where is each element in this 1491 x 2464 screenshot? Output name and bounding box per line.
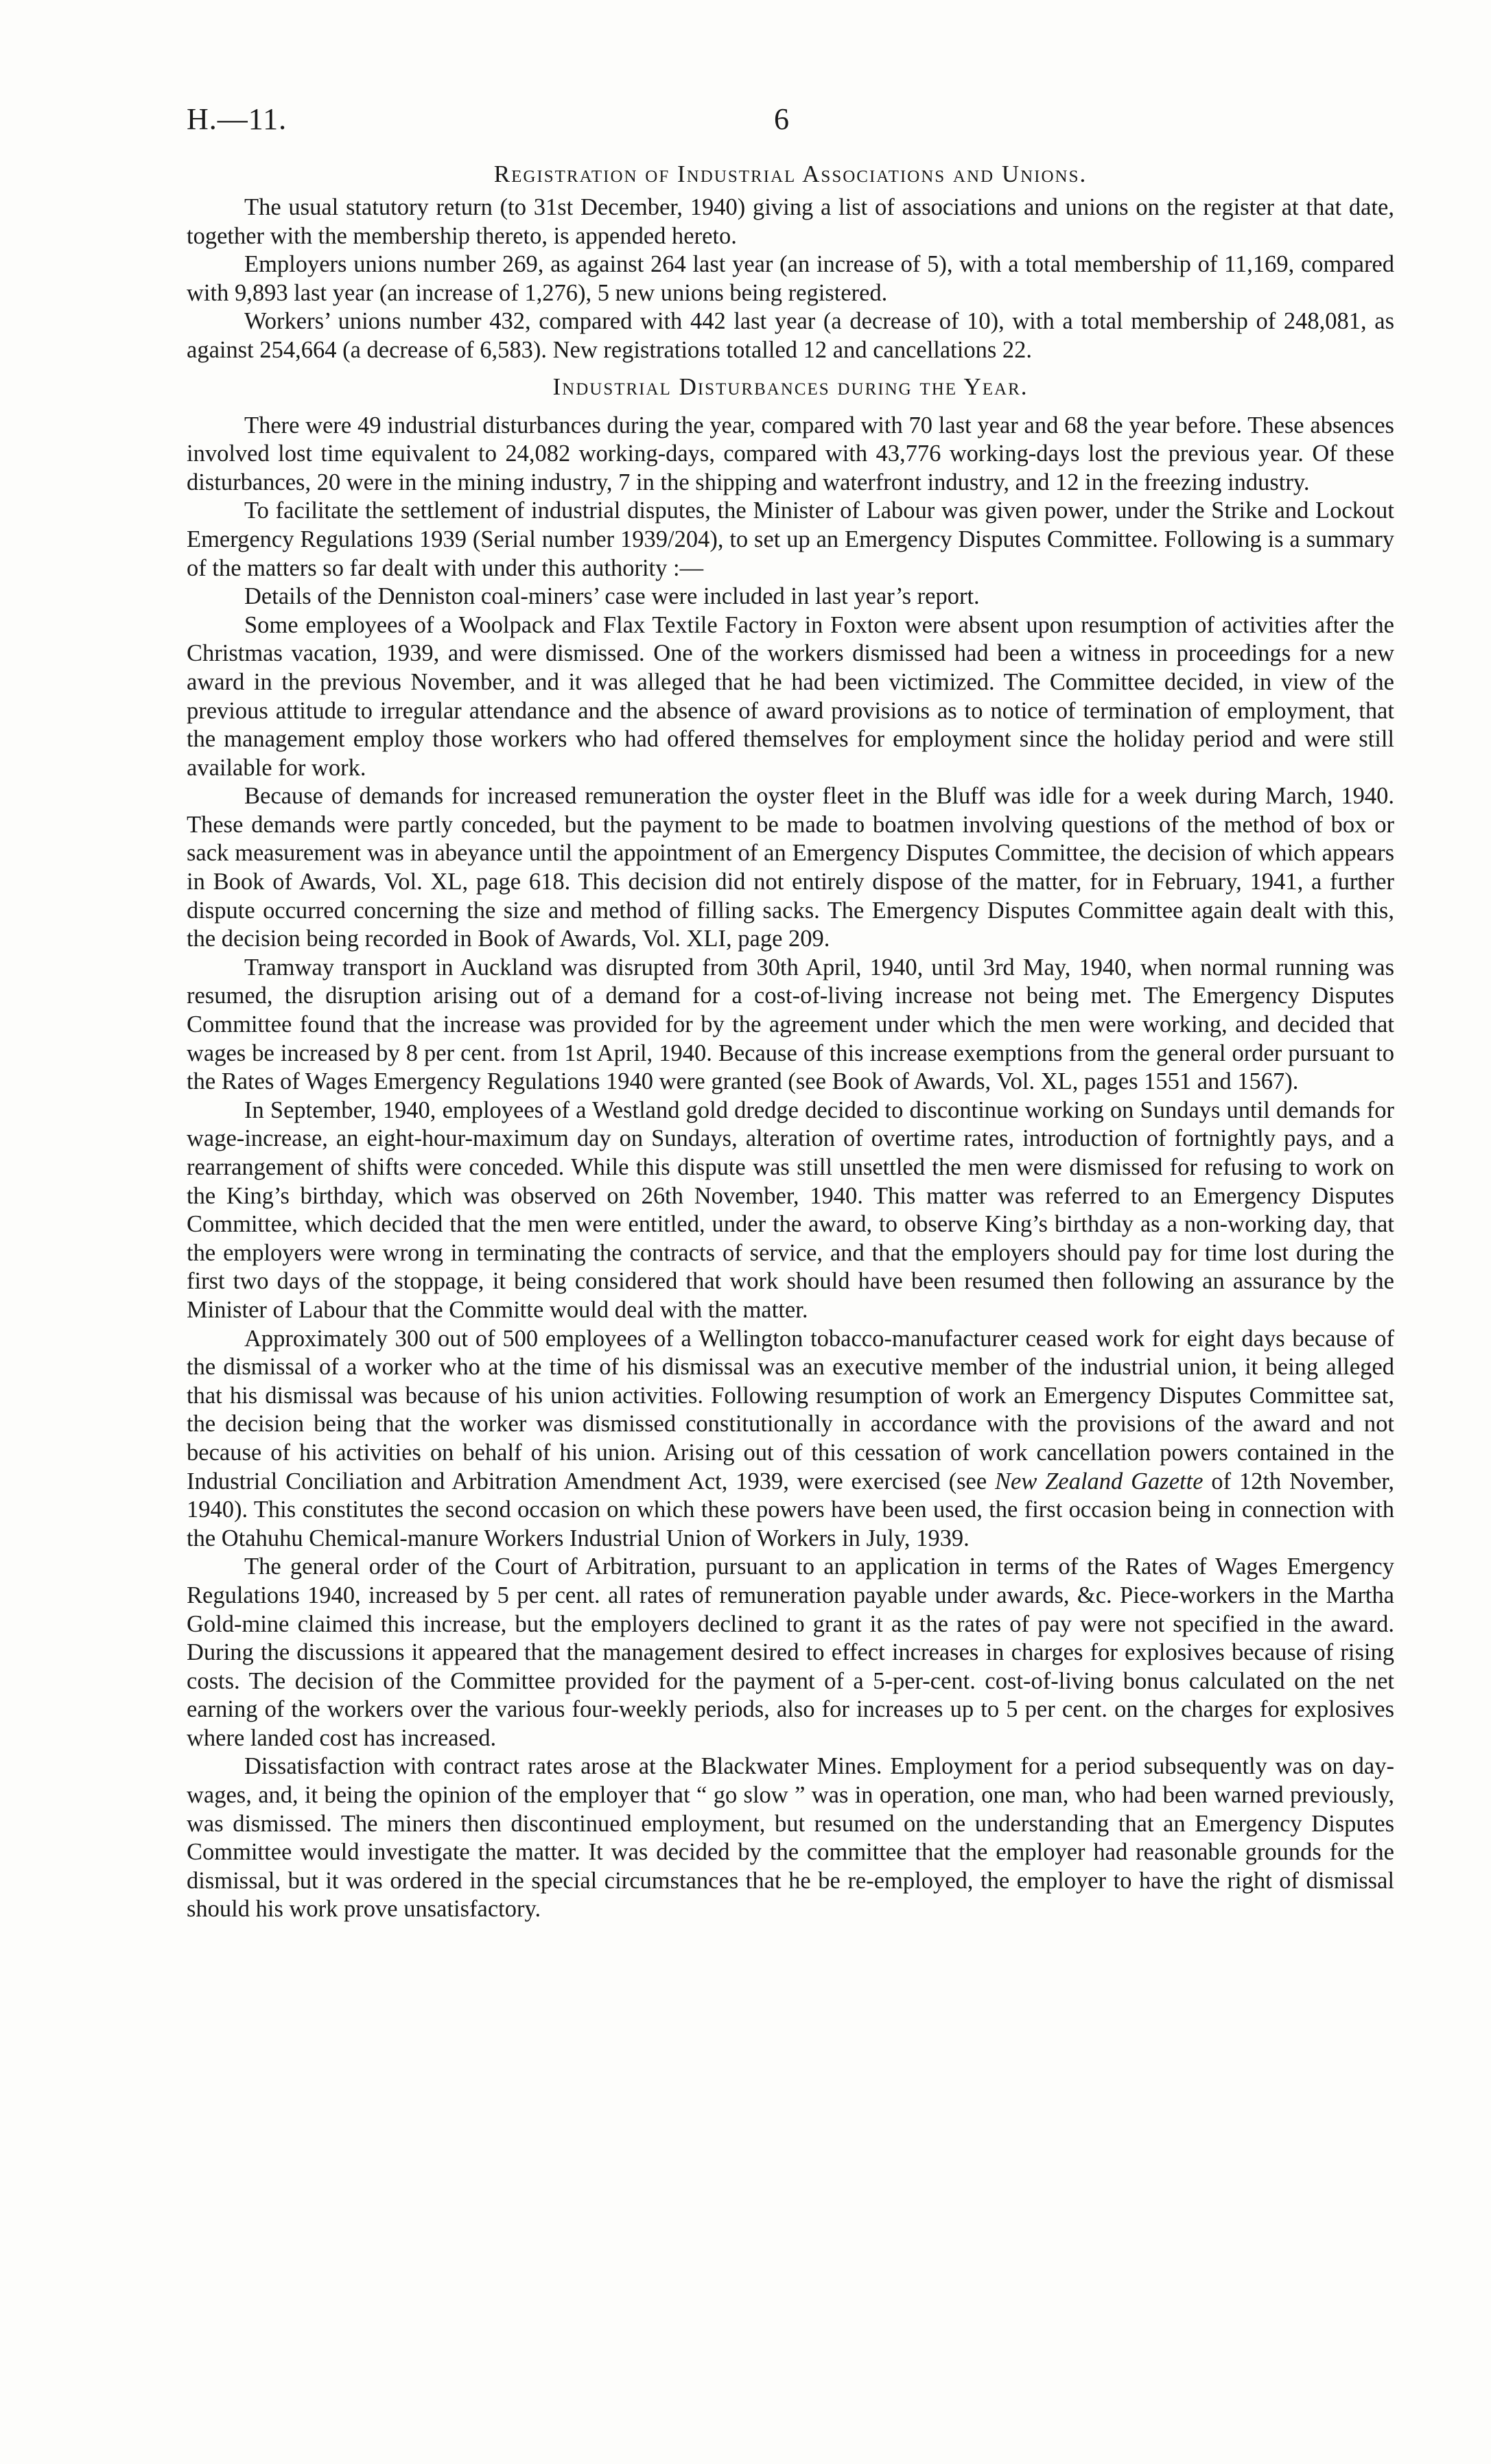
running-header [187, 102, 1394, 143]
body-text [187, 159, 1394, 1924]
paragraph-text: of 12th November, 1940). This constitutes the second occasion on which these powers have been used, the first occasion being in connection with the Otahuhu Chemical-manure Workers Industrial Union of Workers in July, 1939. [187, 1468, 1394, 1551]
paragraph: Tramway transport in Auckland was disrupted from 30th April, 1940, until 3rd May, 1940, when normal running was resumed, the disruption arising out of a demand for a cost-of-living increase not being met. The Emergency Disputes Committee found that the increase was provided for by the agreement under which the men were working, and decided that wages be increased by 8 per cent. from 1st April, 1940. Because of this increase exemptions from the general order pursuant to the Rates of Wages Emergency Regulations 1940 were granted (see Book of Awards, Vol. XL, pages 1551 and 1567). [187, 954, 1394, 1095]
paragraph: The usual statutory return (to 31st December, 1940) giving a list of associations and unions on the register at that date, together with the membership thereto, is appended hereto. [187, 194, 1394, 249]
paragraph: The general order of the Court of Arbitration, pursuant to an application in terms of the Rates of Wages Emergency Regulations 1940, increased by 5 per cent. all rates of remuneration payable under awards, &c. Piece-workers in the Martha Gold-mine claimed this increase, but the employers declined to grant it as the rates of pay were not specified in the award. During the discussions it appeared that the management desired to effect increases in charges for explosives because of rising costs. The decision of the Committee provided for the payment of a 5-per-cent. cost-of-living bonus calculated on the net earning of the workers over the various four-weekly periods, also for increases up to 5 per cent. on the charges for explosives where landed cost has increased. [187, 1553, 1394, 1751]
paragraph: In September, 1940, employees of a Westland gold dredge decided to discontinue working on Sundays until demands for wage-increase, an eight-hour-maximum day on Sundays, alteration of overtime rates, introduction of fortnightly pays, and a rearrangement of shifts were conceded. While this dispute was still unsettled the men were dismissed for refusing to work on the King’s birthday, which was observed on 26th November, 1940. This matter was referred to an Emergency Disputes Committee, which decided that the men were entitled, under the award, to observe King’s birthday as a non-working day, that the employers were wrong in terminating the contracts of service, and that the employers should pay for time lost during the first two days of the stoppage, it being considered that work should have been resumed then following an assurance by the Minister of Labour that the Committe would deal with the matter. [187, 1096, 1394, 1323]
paragraph-text: Approximately 300 out of 500 employees of a Wellington tobacco-manufacturer ceased work for eight days because of the dismissal of a worker who at the time of his dismissal was an executive member of the industrial union, it being alleged that his dismissal was because of his union activities. Following resumption of work an Emergency Disputes Committee sat, the decision being that the worker was dismissed constitutionally in accordance with the provisions of the award and not because of his activities on behalf of his union. Arising out of this cessation of work cancellation powers contained in the Industrial Conciliation and Arbitration Amendment Act, 1939, were exercised (see [187, 1325, 1394, 1494]
paragraph: Some employees of a Woolpack and Flax Textile Factory in Foxton were absent upon resumption of activities after the Christmas vacation, 1939, and were dismissed. One of the workers dismissed had been a witness in proceedings for a new award in the previous November, and it was alleged that he had been victimized. The Committee decided, in view of the previous attitude to irregular attendance and the absence of award provisions as to notice of termination of employment, that the management employ those workers who had offered themselves for employment since the holiday period and were still available for work. [187, 611, 1394, 781]
paragraph: Details of the Denniston coal-miners’ case were included in last year’s report. [244, 583, 980, 610]
page-number: 6 [774, 102, 789, 136]
document-reference: H.—11. [187, 102, 287, 136]
paragraph: Because of demands for increased remuneration the oyster fleet in the Bluff was idle for a week during March, 1940. These demands were partly conceded, but the payment to be made to boatmen involving questions of the method of box or sack measurement was in abeyance until the appointment of an Emergency Disputes Committee, the decision of which appears in Book of Awards, Vol. XL, page 618. This decision did not entirely dispose of the matter, for in February, 1941, a further dispute occurred concerning the size and method of filling sacks. The Emergency Disputes Committee again dealt with this, the decision being recorded in Book of Awards, Vol. XLI, page 209. [187, 783, 1394, 952]
paragraph: Dissatisfaction with contract rates arose at the Blackwater Mines. Employment for a period subsequently was on day-wages, and, it being the opinion of the employer that “ go slow ” was in operation, one man, who had been warned previously, was dismissed. The miners then discontinued employment, but resumed on the understanding that an Emergency Disputes Committee would investigate the matter. It was decided by the committee that the employer had reasonable grounds for the dismissal, but it was ordered in the special circumstances that he be re-employed, the employer to have the right of dismissal should his work prove unsatisfactory. [187, 1753, 1394, 1923]
paragraph: To facilitate the settlement of industrial disputes, the Minister of Labour was given power, under the Strike and Lockout Emergency Regulations 1939 (Serial number 1939/204), to set up an Emergency Disputes Committee. Following is a summary of the matters so far dealt with under this authority :— [187, 497, 1394, 581]
publication-title: New Zealand Gazette [995, 1468, 1204, 1494]
paragraph-wellington [187, 1325, 1394, 1553]
paragraph: There were 49 industrial disturbances during the year, compared with 70 last year and 68 the year before. These absences involved lost time equivalent to 24,082 working-days, compared with 43,776 working-days lost the previous year. Of these disturbances, 20 were in the mining industry, 7 in the shipping and waterfront industry, and 12 in the freezing industry. [187, 412, 1394, 495]
paragraph: Workers’ unions number 432, compared with 442 last year (a decrease of 10), with a total membership of 248,081, as against 254,664 (a decrease of 6,583). New registrations totalled 12 and cancellations 22. [187, 308, 1394, 363]
section-heading-registration: Registration of Industrial Associations and Unions. [493, 161, 1088, 187]
paragraph: Employers unions number 269, as against 264 last year (an increase of 5), with a total membership of 11,169, compared with 9,893 last year (an increase of 1,276), 5 new unions being registered. [187, 251, 1394, 306]
section-heading-disturbances: Industrial Disturbances during the Year. [552, 373, 1029, 400]
